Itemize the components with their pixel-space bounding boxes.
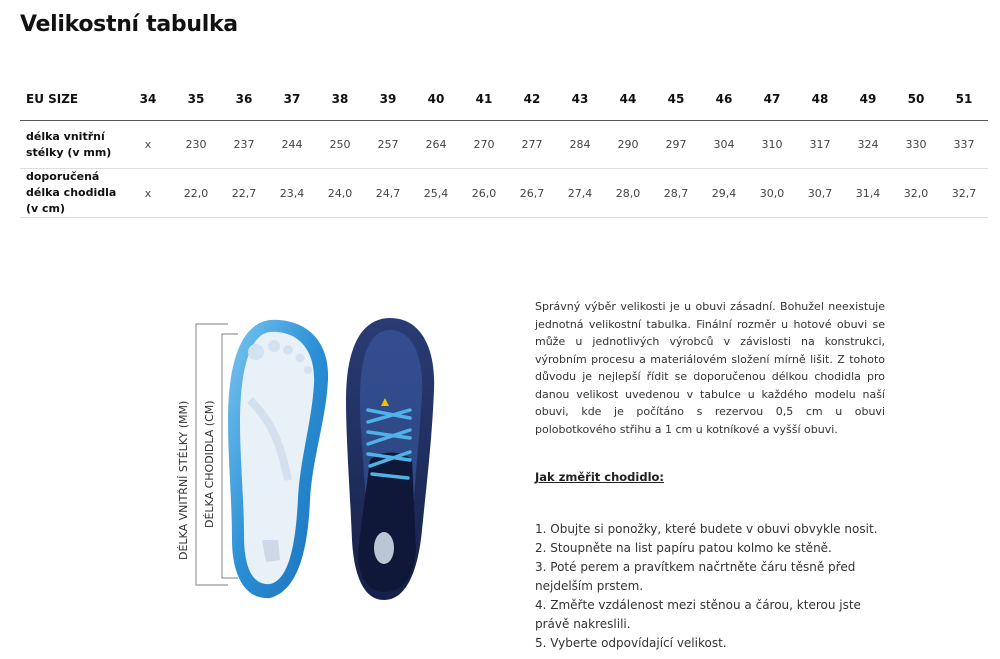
- size-description: Správný výběr velikosti je u obuvi zásadní. Bohužel neexistuje jednotná velikostní tabulka. Finální rozměr u hotové obuvi se může u jednotlivých výrobců v závislosti na konstrukci, výrobním procesu a materiálovém složení mírně lišit. Z tohoto důvodu je nejlepší řídit se doporučenou délkou chodidla pro danou velikost uvedenou v tabulce u každého modelu naší obuvi, kde je počítáno s rezervou 0,5 cm u obuvi polobotkového střihu a 1 cm u kotníkové a vyšší obuvi.: [535, 300, 885, 436]
- foot-length-label: DÉLKA CHODIDLA (CM): [203, 400, 216, 528]
- size-header-cell: 41: [460, 78, 508, 121]
- size-header-cell: 44: [604, 78, 652, 121]
- step-item: 3. Poté perem a pravítkem načrtněte čáru těsně před nejdelším prstem.: [535, 560, 856, 593]
- size-header-cell: 49: [844, 78, 892, 121]
- table-cell: 32,0: [892, 169, 940, 218]
- table-cell: 237: [220, 121, 268, 169]
- table-cell: 324: [844, 121, 892, 169]
- size-header-cell: 34: [124, 78, 172, 121]
- size-header-cell: 50: [892, 78, 940, 121]
- foot-measurement-illustration: [170, 310, 450, 610]
- step-item: 4. Změřte vzdálenost mezi stěnou a čárou, kterou jste právě nakreslili.: [535, 598, 861, 631]
- insole-and-shoe-image: [170, 310, 450, 610]
- measurement-steps: [535, 520, 895, 653]
- size-table: [20, 78, 988, 218]
- size-header-cell: 36: [220, 78, 268, 121]
- size-header-cell: 38: [316, 78, 364, 121]
- table-cell: 27,4: [556, 169, 604, 218]
- step-item: 2. Stoupněte na list papíru patou kolmo ke stěně.: [535, 541, 832, 555]
- table-cell: 22,7: [220, 169, 268, 218]
- size-header-cell: 40: [412, 78, 460, 121]
- table-cell: 22,0: [172, 169, 220, 218]
- table-cell: 250: [316, 121, 364, 169]
- size-header-cell: 37: [268, 78, 316, 121]
- table-cell: 304: [700, 121, 748, 169]
- table-cell: 317: [796, 121, 844, 169]
- table-cell: 31,4: [844, 169, 892, 218]
- table-cell: 24,7: [364, 169, 412, 218]
- table-cell: 32,7: [940, 169, 988, 218]
- size-header-cell: 43: [556, 78, 604, 121]
- table-cell: 230: [172, 121, 220, 169]
- table-cell: 29,4: [700, 169, 748, 218]
- size-header-cell: 45: [652, 78, 700, 121]
- table-cell: 257: [364, 121, 412, 169]
- how-to-measure-heading: Jak změřit chodidlo:: [535, 470, 665, 484]
- page-title: Velikostní tabulka: [20, 12, 238, 37]
- table-cell: 277: [508, 121, 556, 169]
- size-header-cell: 47: [748, 78, 796, 121]
- size-header-cell: 48: [796, 78, 844, 121]
- table-cell: 337: [940, 121, 988, 169]
- size-header-cell: 42: [508, 78, 556, 121]
- table-cell: 30,7: [796, 169, 844, 218]
- table-cell: 28,0: [604, 169, 652, 218]
- table-header-row: [20, 78, 988, 121]
- insole-length-label: DÉLKA VNITŘNÍ STÉLKY (MM): [177, 400, 190, 560]
- size-header-cell: 46: [700, 78, 748, 121]
- table-cell: 26,0: [460, 169, 508, 218]
- table-cell: 284: [556, 121, 604, 169]
- row-label: délka vnitřní stélky (v mm): [20, 121, 124, 169]
- table-cell: 310: [748, 121, 796, 169]
- size-header-cell: 35: [172, 78, 220, 121]
- table-cell: 264: [412, 121, 460, 169]
- table-cell: 25,4: [412, 169, 460, 218]
- step-item: 5. Vyberte odpovídající velikost.: [535, 636, 727, 650]
- table-cell: 297: [652, 121, 700, 169]
- table-cell: 24,0: [316, 169, 364, 218]
- eu-size-header: EU SIZE: [20, 78, 124, 121]
- table-cell: 28,7: [652, 169, 700, 218]
- size-header-cell: 51: [940, 78, 988, 121]
- table-cell: x: [124, 169, 172, 218]
- table-row: [20, 169, 988, 218]
- table-cell: 30,0: [748, 169, 796, 218]
- table-cell: 330: [892, 121, 940, 169]
- row-label: doporučená délka chodidla (v cm): [20, 169, 124, 218]
- table-cell: 23,4: [268, 169, 316, 218]
- table-cell: 244: [268, 121, 316, 169]
- step-item: 1. Obujte si ponožky, které budete v obuvi obvykle nosit.: [535, 522, 878, 536]
- table-cell: 26,7: [508, 169, 556, 218]
- table-cell: x: [124, 121, 172, 169]
- size-header-cell: 39: [364, 78, 412, 121]
- table-row: [20, 121, 988, 169]
- table-cell: 290: [604, 121, 652, 169]
- table-cell: 270: [460, 121, 508, 169]
